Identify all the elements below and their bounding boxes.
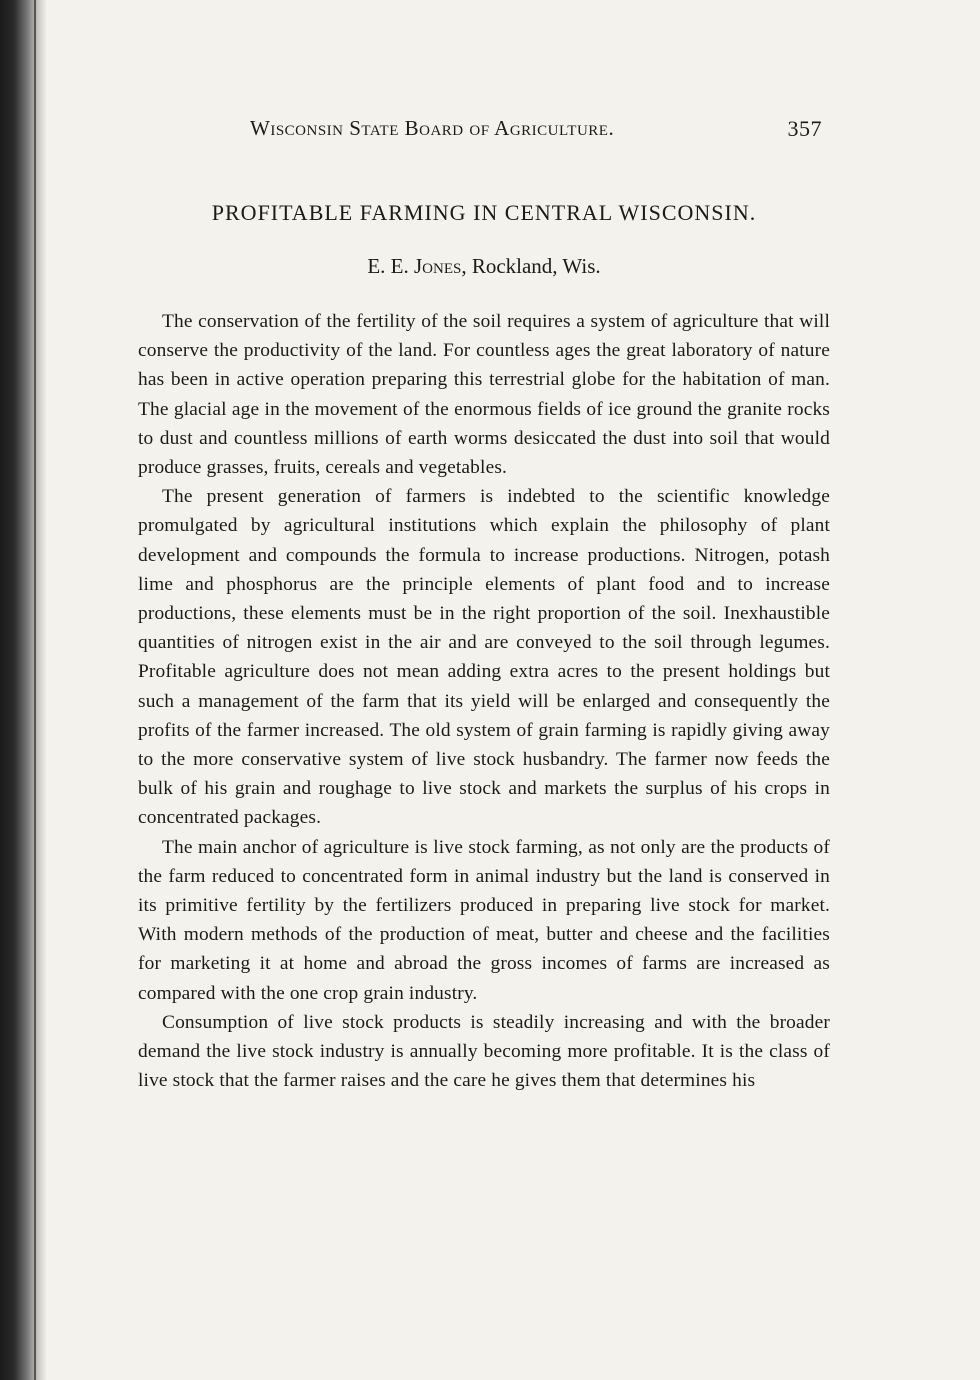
paragraph-4: Consumption of live stock products is steadily increasing and with the broader demand the live stock industry is annually becoming more profitable. It is the class of live stock that the farmer raises and the care he gives them that determines his	[138, 1011, 830, 1092]
author-location: Rockland, Wis.	[466, 254, 601, 278]
page-number: 357	[787, 116, 822, 141]
article-body	[138, 307, 830, 1095]
paragraph-3: The main anchor of agriculture is live stock farming, as not only are the products of the farm reduced to concentrated form in animal industry but the land is conserved in its primitive fertility by the fertilizers produced in preparing live stock for market. With modern methods of the production of meat, butter and cheese and the facilities for marketing it at home and abroad the gross incomes of farms are increased as compared with the one crop grain industry.	[138, 836, 830, 1004]
running-header	[250, 112, 830, 146]
paragraph-2: The present generation of farmers is indebted to the scientific knowledge promulgated by agricultural institutions which explain the philosophy of plant development and compounds the formula to increase productions. Nitrogen, potash lime and phosphorus are the principle elements of plant food and to increase productions, these elements must be in the right proportion of the soil. Inexhaustible quantities of nitrogen exist in the air and are conveyed to the soil through legumes. Profitable agriculture does not mean adding extra acres to the present holdings but such a management of the farm that its yield will be enlarged and consequently the profits of the farmer increased. The old system of grain farming is rapidly giving away to the more conservative system of live stock husbandry. The farmer now feeds the bulk of his grain and roughage to live stock and markets the surplus of his crops in concentrated packages.	[138, 486, 830, 829]
author-name: E. E. Jones,	[367, 254, 467, 278]
paragraph-1: The conservation of the fertility of the soil requires a system of agriculture that will conserve the productivity of the land. For countless ages the great laboratory of nature has been in active operation preparing this terrestrial globe for the habitation of man. The glacial age in the movement of the enormous fields of ice ground the granite rocks to dust and countless millions of earth worms desiccated the dust into soil that would produce grasses, fruits, cereals and vegetables.	[138, 311, 830, 479]
book-spine-shadow	[0, 0, 46, 1380]
article-title: PROFITABLE FARMING IN CENTRAL WISCONSIN.	[211, 200, 757, 225]
byline	[138, 254, 830, 279]
binding-edge-line	[34, 0, 36, 1380]
running-title: Wisconsin State Board of Agriculture.	[250, 116, 615, 140]
